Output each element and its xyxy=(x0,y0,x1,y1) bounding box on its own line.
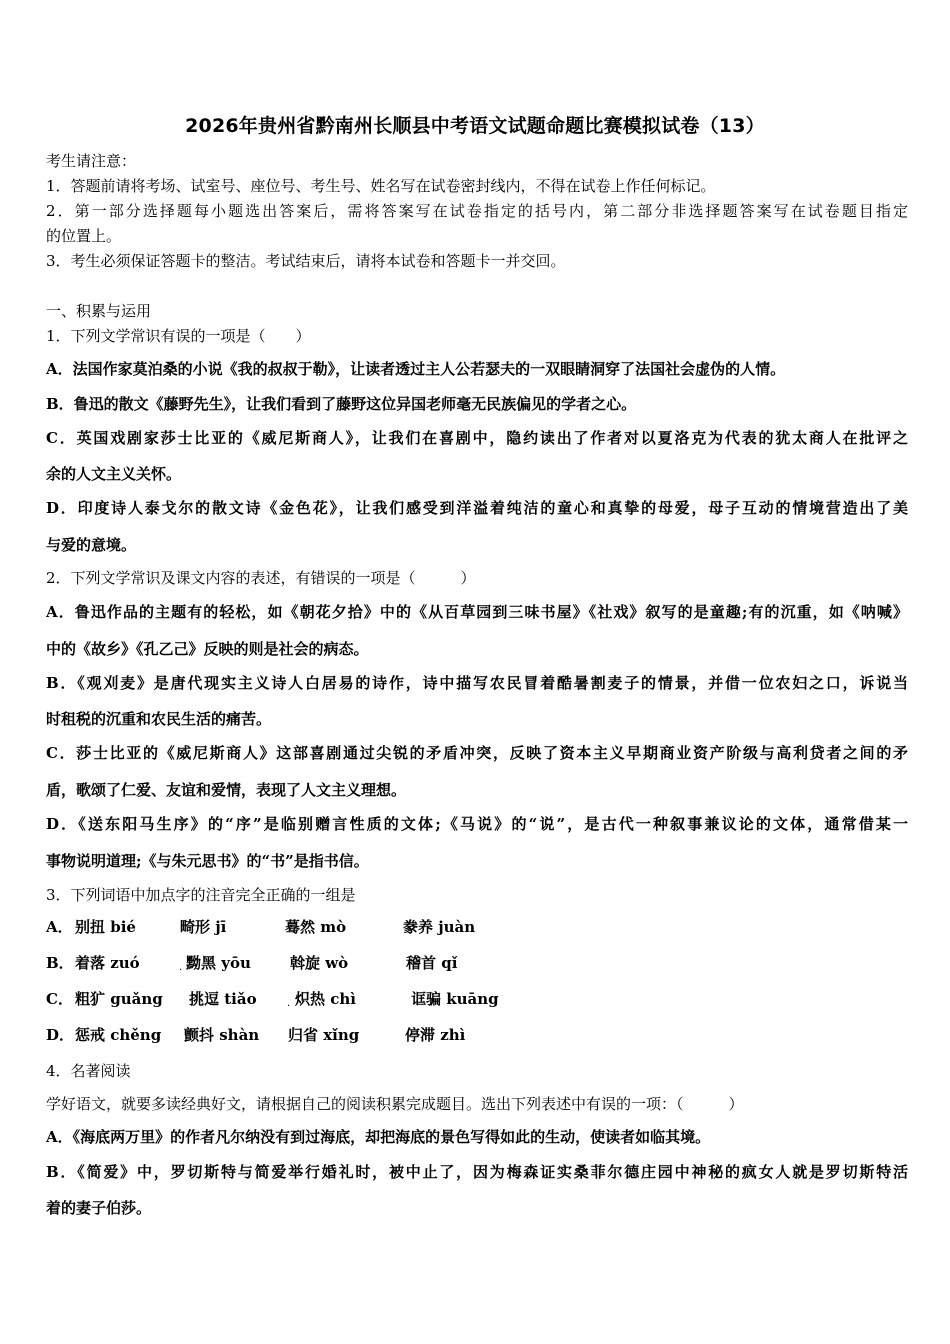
question-2-stem: 2．下列文学常识及课文内容的表述，有错误的一项是（ ） xyxy=(46,569,476,587)
question-1-option-c: C．英国戏剧家莎士比亚的《威尼斯商人》，让我们在喜剧中，隐约读出了作者对以夏洛克为代表的犹太商人在批评之 xyxy=(46,429,908,447)
question-2-option-b-cont: 时租税的沉重和农民生活的痛苦。 xyxy=(46,710,272,728)
word-cell: 颤抖 shàn xyxy=(184,1026,260,1044)
option-label: D． xyxy=(46,1026,75,1044)
section-heading: 一、积累与运用 xyxy=(46,302,152,320)
word-cell: 停滞 zhì xyxy=(405,1026,466,1044)
question-2-option-c: C．莎士比亚的《威尼斯商人》这部喜剧通过尖锐的矛盾冲突，反映了资本主义早期商业资产阶级与高利贷者之间的矛 xyxy=(46,744,908,762)
question-4-stem: 4．名著阅读 xyxy=(46,1062,131,1080)
notice-item: 的位置上。 xyxy=(46,227,122,245)
word-cell: 蓦然 mò xyxy=(285,918,347,936)
word-cell: 粗犷 guǎng xyxy=(75,990,163,1008)
notice-item: 1．答题前请将考场、试室号、座位号、考生号、姓名写在试卷密封线内，不得在试卷上作任何标记。 xyxy=(46,177,716,195)
word-cell: 畸形 jī xyxy=(180,918,227,936)
word-cell: 豢养 juàn xyxy=(403,918,476,936)
option-label: B． xyxy=(46,954,74,972)
word-cell: 别扭 bié xyxy=(75,918,136,936)
question-1-option-d: D．印度诗人泰戈尔的散文诗《金色花》，让我们感受到洋溢着纯洁的童心和真挚的母爱，母子互动的情境营造出了美 xyxy=(46,499,908,517)
question-2-option-a: A．鲁迅作品的主题有的轻松，如《朝花夕拾》中的《从百草园到三味书屋》《社戏》叙写的是童趣;有的沉重，如《呐喊》 xyxy=(46,603,908,621)
notice-item: 2．第一部分选择题每小题选出答案后，需将答案写在试卷指定的括号内，第二部分非选择题答案写在试卷题目指定 xyxy=(46,202,908,220)
question-1-option-c-cont: 余的人文主义关怀。 xyxy=(46,465,182,483)
word-cell: 挑逗 tiǎo xyxy=(189,990,257,1008)
word-cell: 黝黑 yōu xyxy=(186,954,251,972)
word-cell: 着落 zuó xyxy=(75,954,140,972)
question-4-option-b-cont: 着的妻子伯莎。 xyxy=(46,1199,152,1217)
emphasis-dot: · xyxy=(287,1001,291,1012)
question-2-option-b: B．《观刈麦》是唐代现实主义诗人白居易的诗作，诗中描写农民冒着酷暑割麦子的情景，并借一位农妇之口，诉说当 xyxy=(46,674,908,692)
word-cell: 炽热 chì xyxy=(295,990,356,1008)
option-label: C． xyxy=(46,990,73,1008)
word-cell: 斡旋 wò xyxy=(290,954,349,972)
question-3-stem: 3．下列词语中加点字的注音完全正确的一组是 xyxy=(46,886,356,904)
question-2-option-a-cont: 中的《故乡》《孔乙己》反映的则是社会的病态。 xyxy=(46,640,369,658)
emphasis-dot: · xyxy=(179,965,183,976)
question-2-option-d: D．《送东阳马生序》的“序”是临别赠言性质的文体;《马说》的“说”，是古代一种叙事兼议论的文体，通常借某一 xyxy=(46,815,908,833)
page-title: 2026年贵州省黔南州长顺县中考语文试题命题比赛模拟试卷（13） xyxy=(185,115,765,137)
question-1-option-a: A．法国作家莫泊桑的小说《我的叔叔于勒》，让读者透过主人公若瑟夫的一双眼睛洞穿了法国社会虚伪的人情。 xyxy=(46,360,786,378)
word-cell: 稽首 qǐ xyxy=(406,954,458,972)
notice-heading: 考生请注意： xyxy=(46,152,137,170)
question-4-option-a: A．《海底两万里》的作者凡尔纳没有到过海底，却把海底的景色写得如此的生动，使读者如临其境。 xyxy=(46,1128,711,1146)
question-2-option-d-cont: 事物说明道理;《与朱元思书》的“书”是指书信。 xyxy=(46,852,369,870)
word-cell: 惩戒 chěng xyxy=(75,1026,162,1044)
question-4-intro: 学好语文，就要多读经典好文，请根据自己的阅读积累完成题目。选出下列表述中有误的一项：（ ） xyxy=(46,1095,744,1113)
question-4-option-b: B．《简爱》中，罗切斯特与简爱举行婚礼时，被中止了，因为梅森证实桑菲尔德庄园中神秘的疯女人就是罗切斯特活 xyxy=(46,1163,908,1181)
question-1-option-b: B．鲁迅的散文《藤野先生》，让我们看到了藤野这位异国老师毫无民族偏见的学者之心。 xyxy=(46,395,637,413)
word-cell: 归省 xǐng xyxy=(288,1026,360,1044)
question-1-option-d-cont: 与爱的意境。 xyxy=(46,536,137,554)
word-cell: 诓骗 kuāng xyxy=(411,990,499,1008)
option-label: A． xyxy=(46,918,73,936)
notice-item: 3．考生必须保证答题卡的整洁。考试结束后，请将本试卷和答题卡一并交回。 xyxy=(46,252,566,270)
question-2-option-c-cont: 盾，歌颂了仁爱、友谊和爱情，表现了人文主义理想。 xyxy=(46,781,407,799)
question-1-stem: 1．下列文学常识有误的一项是（ ） xyxy=(46,327,311,345)
